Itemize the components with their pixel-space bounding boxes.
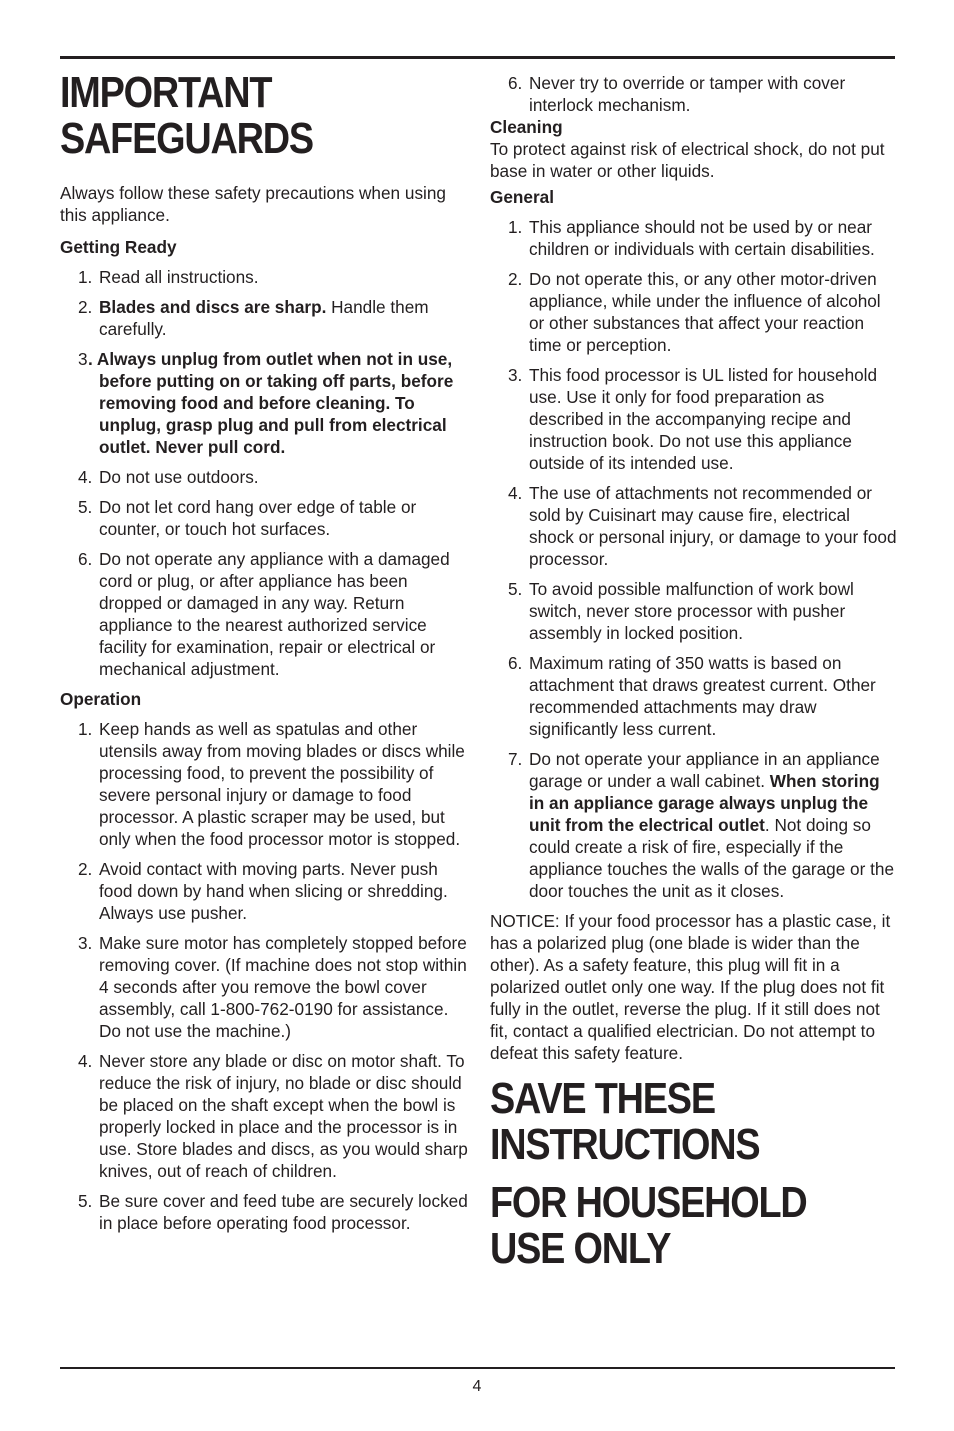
list-item: 5. Do not let cord hang over edge of table or counter, or touch hot surfaces. <box>78 497 417 539</box>
page-number: 4 <box>472 1378 482 1395</box>
list-item: 3. This food processor is UL listed for household use. Use it only for food preparation as described in the accompanying recipe and instruction book. Do not use this appliance outside of its intended use. <box>508 365 878 473</box>
operation-list-continued <box>490 72 898 116</box>
list-item: 1. This appliance should not be used by or near children or individuals with certain disabilities. <box>508 217 875 259</box>
save-instructions-heading: SAVE THESE INSTRUCTIONS <box>490 1074 760 1169</box>
notice-text: NOTICE: If your food processor has a plastic case, it has a polarized plug (one blade is wider than the other). As a safety feature, this plug will fit in a polarized outlet only one way. If the plug does not fit fully in the outlet, reverse the plug. If it still does not fit, contact a qualified electrician. Do not attempt to defeat this safety feature. <box>490 911 891 1063</box>
top-rule <box>60 56 895 59</box>
list-item: 6. Maximum rating of 350 watts is based on attachment that draws greatest current. Other recommended attachments may draw significantly less current. <box>508 653 876 739</box>
list-item: 2. Do not operate this, or any other motor-driven appliance, while under the influence of alcohol or other substances that affect your reaction time or perception. <box>508 269 881 355</box>
list-item: 7. Do not operate your appliance in an appliance garage or under a wall cabinet. When storing in an appliance garage always unplug the unit from the electrical outlet. Not doing so could create a risk of fire, especially if the appliance touches the walls of the garage or the door touches the unit as it closes. <box>508 749 894 901</box>
right-column <box>490 72 898 1272</box>
general-list <box>490 216 898 902</box>
operation-heading: Operation <box>60 689 142 709</box>
cleaning-text: To protect against risk of electrical shock, do not put base in water or other liquids. <box>490 139 885 181</box>
getting-ready-heading: Getting Ready <box>60 237 177 257</box>
operation-list <box>60 718 470 1234</box>
intro-text: Always follow these safety precautions when using this appliance. <box>60 183 446 225</box>
list-item: 5. To avoid possible malfunction of work bowl switch, never store processor with pusher assembly in locked position. <box>508 579 854 643</box>
list-item: 2. Avoid contact with moving parts. Never push food down by hand when slicing or shredding. Always use pusher. <box>78 859 448 923</box>
left-column <box>60 70 470 1242</box>
list-item: 1. Read all instructions. <box>78 267 259 287</box>
cleaning-heading: Cleaning <box>490 117 563 137</box>
list-item: 3. Make sure motor has completely stopped before removing cover. (If machine does not stop within 4 seconds after you remove the bowl cover assembly, call 1-800-762-0190 for assistance. Do not use the machine.) <box>78 933 467 1041</box>
list-item: 4. Do not use outdoors. <box>78 467 259 487</box>
general-heading: General <box>490 187 555 207</box>
list-item: 6. Do not operate any appliance with a damaged cord or plug, or after appliance has been dropped or damaged in any way. Return appliance to the nearest authorized service facility for examination, repair or electrical or mechanical adjustment. <box>78 549 450 679</box>
getting-ready-list <box>60 266 470 680</box>
household-use-heading: FOR HOUSEHOLD USE ONLY <box>490 1178 807 1273</box>
page-title: IMPORTANT SAFEGUARDS <box>60 68 313 163</box>
list-item: 1. Keep hands as well as spatulas and other utensils away from moving blades or discs while processing food, to prevent the possibility of severe personal injury or damage to food processor. A plastic scraper may be used, but only when the food processor motor is stopped. <box>78 719 465 849</box>
list-item: 5. Be sure cover and feed tube are securely locked in place before operating food processor. <box>78 1191 468 1233</box>
bottom-rule <box>60 1367 895 1369</box>
list-item: 4. Never store any blade or disc on motor shaft. To reduce the risk of injury, no blade or disc should be placed on the shaft except when the bowl is properly locked in place and the processor is in use. Store blades and discs, as you would sharp knives, out of reach of children. <box>78 1051 468 1181</box>
list-item: 3 . Always unplug from outlet when not in use, before putting on or taking off parts, before removing food and before cleaning. To unplug, grasp plug and pull from electrical outlet. Never pull cord. <box>78 349 454 457</box>
list-item: 2. Blades and discs are sharp. Handle them carefully. <box>78 297 429 339</box>
list-item: 6. Never try to override or tamper with cover interlock mechanism. <box>508 73 846 115</box>
list-item: 4. The use of attachments not recommended or sold by Cuisinart may cause fire, electrical shock or personal injury, or damage to your food processor. <box>508 483 897 569</box>
